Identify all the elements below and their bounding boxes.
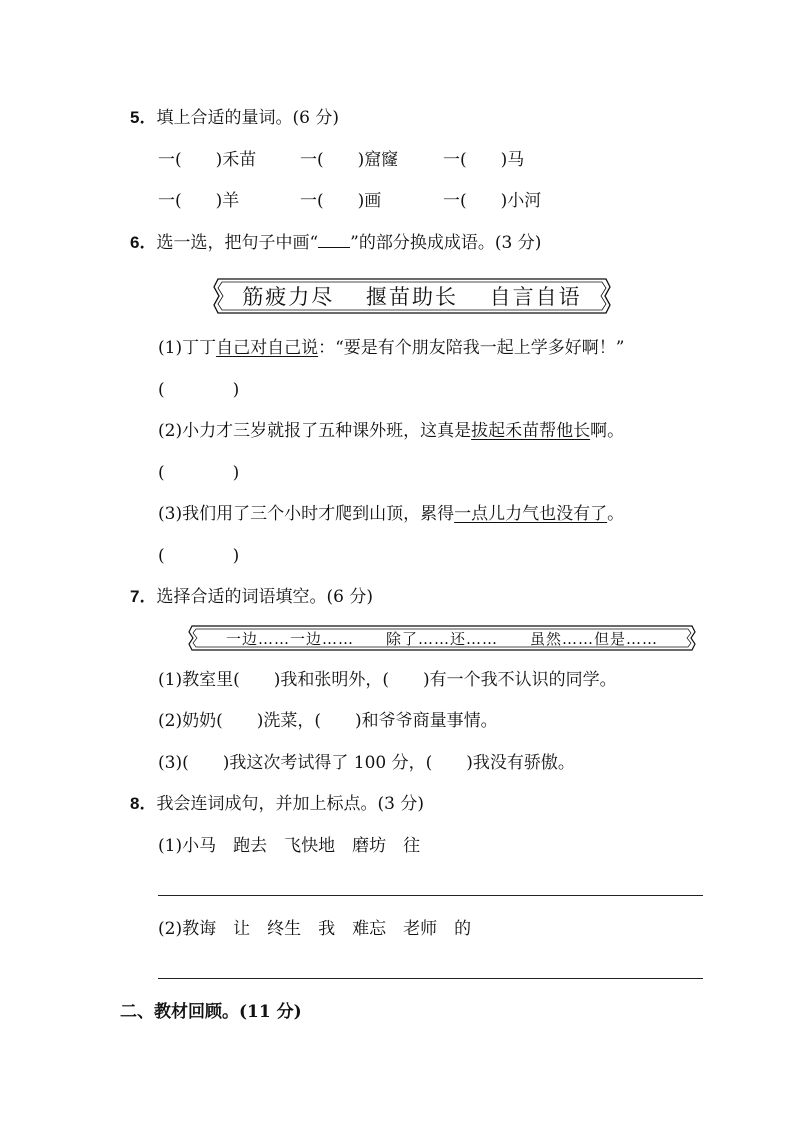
q6-item-3-before: (3)我们用了三个小时才爬到山顶，累得 [158, 504, 455, 524]
q7-item-2: (2)奶奶( )洗菜，( )和爷爷商量事情。 [158, 711, 498, 731]
q5-title: 填上合适的量词。(6 分) [156, 108, 339, 128]
q6-item-1-underlined: 自己对自己说 [216, 338, 319, 358]
q5-row-1-item-3: 一( )马 [443, 150, 525, 170]
q7-word-options: 一边……一边…… 除了……还…… 虽然……但是…… [225, 629, 658, 648]
q8-title: 我会连词成句，并加上标点。(3 分) [156, 794, 424, 814]
q7-number: 7． [130, 587, 157, 606]
q5-row-1-item-1: 一( )禾苗 [158, 150, 257, 170]
q6-item-2 [158, 420, 624, 442]
q6-item-1-before: (1)丁丁 [158, 338, 217, 358]
q6-number: 6． [130, 233, 157, 252]
q6-item-3-answer: ( ) [158, 546, 240, 566]
q5-row-1-item-2: 一( )窟窿 [300, 150, 399, 170]
q5-heading [130, 107, 339, 129]
q6-word-box [212, 276, 612, 316]
q8-item-2: (2)教诲 让 终生 我 难忘 老师 的 [158, 919, 472, 939]
q7-word-box [187, 624, 697, 652]
q6-item-3-underlined: 一点儿力气也没有了 [454, 504, 608, 524]
q8-number: 8． [130, 794, 157, 813]
q6-item-1-after: ：“要是有个朋友陪我一起上学多好啊！” [318, 338, 625, 358]
q6-title-before: 选一选，把句子中画“ [156, 233, 319, 253]
q8-item-2-answer-line[interactable] [158, 978, 703, 979]
q6-item-2-answer: ( ) [158, 463, 240, 483]
q7-title: 选择合适的词语填空。(6 分) [156, 587, 373, 607]
q5-number: 5． [130, 108, 157, 127]
q6-item-1-answer: ( ) [158, 380, 240, 400]
q8-item-1: (1)小马 跑去 飞快地 磨坊 往 [158, 836, 421, 856]
q6-item-2-underlined: 拔起禾苗帮他长 [471, 421, 591, 441]
q6-underline-sample [318, 233, 350, 248]
q7-item-3: (3)( )我这次考试得了 100 分，( )我没有骄傲。 [158, 753, 575, 773]
q7-item-1: (1)教室里( )我和张明外，( )有一个我不认识的同学。 [158, 670, 617, 690]
q6-item-3 [158, 503, 624, 525]
q6-word-options: 筋疲力尽 揠苗助长 自言自语 [242, 285, 582, 309]
q8-item-1-answer-line[interactable] [158, 895, 703, 896]
q5-row-2-item-2: 一( )画 [300, 191, 382, 211]
q6-item-1 [158, 337, 624, 359]
q6-item-3-after: 。 [607, 504, 625, 524]
q6-title-after: ”的部分换成成语。(3 分) [350, 233, 542, 253]
q8-heading [130, 793, 424, 815]
section-2-heading: 二、教材回顾。(11 分) [120, 1002, 302, 1022]
q7-heading [130, 586, 373, 608]
q6-item-2-after: 啊。 [590, 421, 625, 441]
q5-row-2-item-3: 一( )小河 [443, 191, 542, 211]
q5-row-2-item-1: 一( )羊 [158, 191, 240, 211]
q6-item-2-before: (2)小力才三岁就报了五种课外班，这真是 [158, 421, 472, 441]
q6-heading [130, 232, 541, 254]
